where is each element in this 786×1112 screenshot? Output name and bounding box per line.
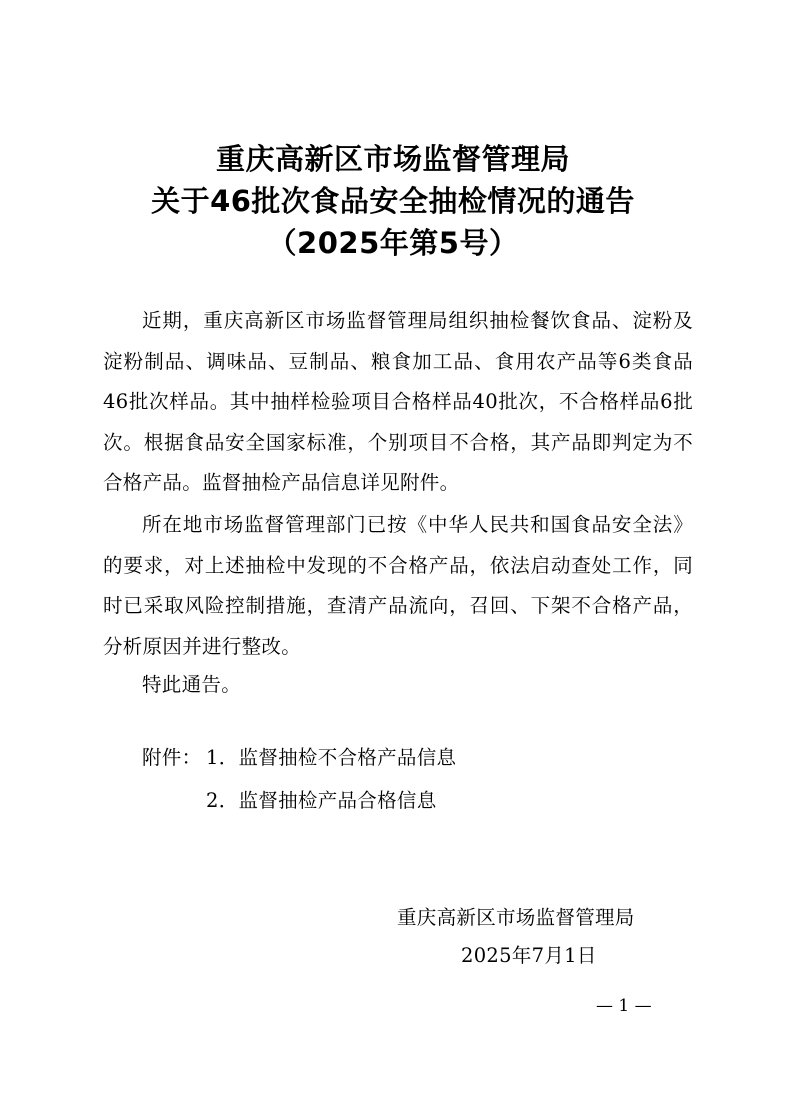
attachment-item-1: 1．监督抽检不合格产品信息 — [206, 746, 457, 769]
body-paragraph-1: 近期，重庆高新区市场监督管理局组织抽检餐饮食品、淀粉及淀粉制品、调味品、豆制品、粮食加工品、食用农产品等6类食品46批次样品。其中抽样检验项目合格样品40批次，不合格样品6批次。根据食品安全国家标准，个别项目不合格，其产品即判定为不合格产品。监督抽检产品信息详见附件。 — [103, 309, 693, 494]
closing-paragraph: 特此通告。 — [142, 673, 242, 696]
attachment-item-2: 2．监督抽检产品合格信息 — [206, 789, 437, 812]
title-line-1: 重庆高新区市场监督管理局 — [215, 142, 570, 176]
signature-date: 2025年7月1日 — [461, 944, 597, 967]
body-paragraph-3-block — [103, 665, 693, 706]
signature-organization: 重庆高新区市场监督管理局 — [397, 906, 635, 929]
page-number: — 1 — — [596, 996, 652, 1016]
body-paragraph-1-block — [103, 301, 693, 504]
body-paragraph-2: 所在地市场监督管理部门已按《中华人民共和国食品安全法》的要求，对上述抽检中发现的不合格产品，依法启动查处工作，同时已采取风险控制措施，查清产品流向，召回、下架不合格产品，分析原因并进行整改。 — [103, 513, 693, 658]
attachments-label: 附件： — [142, 746, 202, 769]
title-line-2: 关于46批次食品安全抽检情况的通告 — [151, 184, 635, 218]
body-paragraph-2-block — [103, 505, 693, 667]
title-line-3: （2025年第5号） — [267, 226, 519, 260]
